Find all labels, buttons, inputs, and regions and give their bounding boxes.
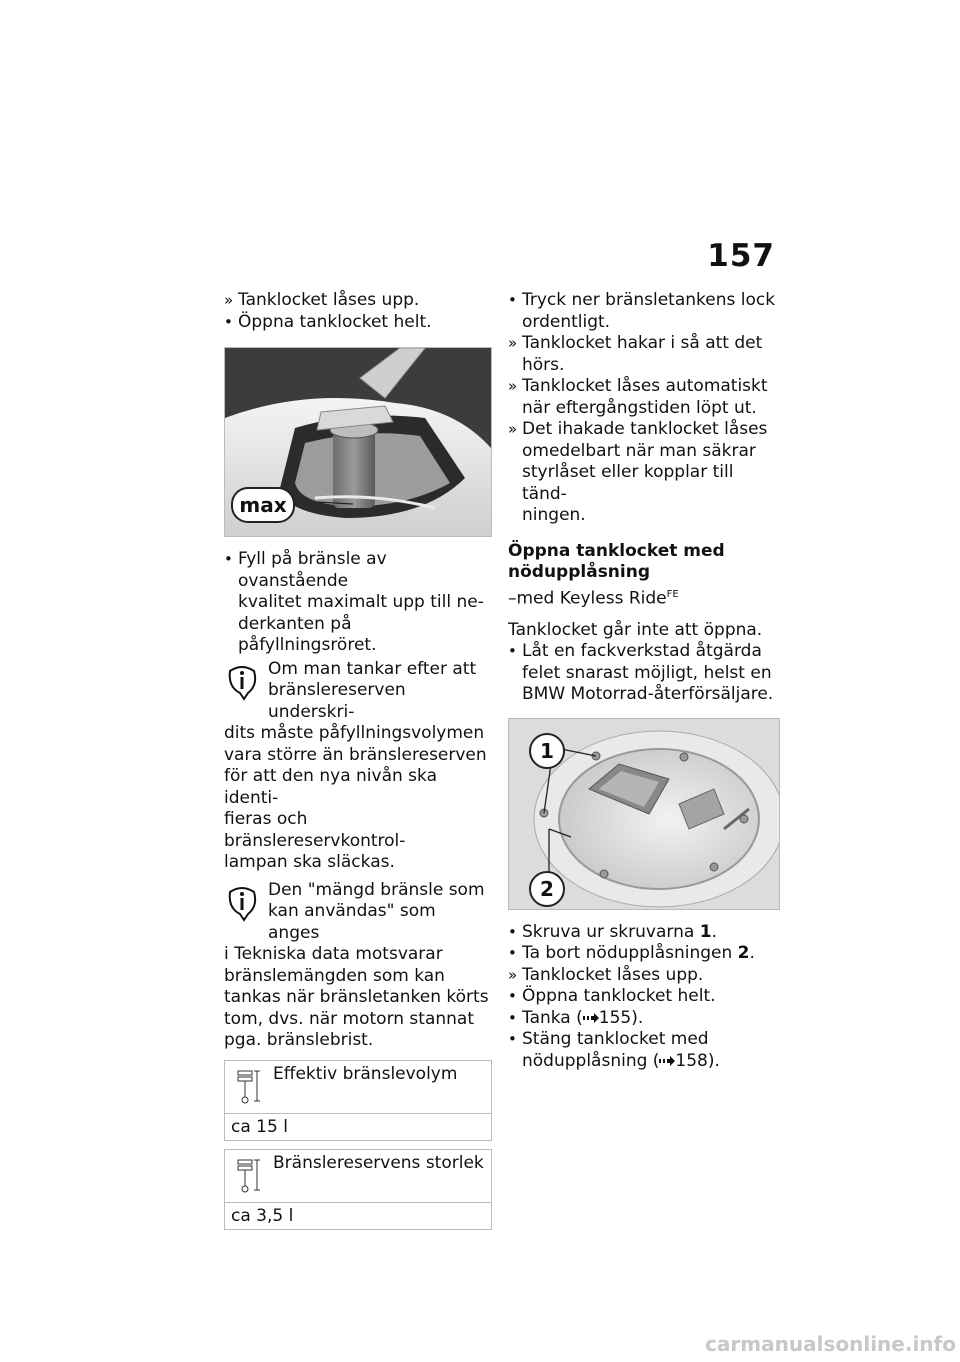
fuel-tank-icon <box>235 1156 263 1196</box>
info-note: Om man tankar efter att bränslereserven underskri- dits måste påfyllningsvolymen vara större än bränslereserven för att den nya nivån ska identi- fieras och bränslereservkontrol- lampan ska släckas. <box>224 658 487 872</box>
step-with-reference: • Tanka ( 155). <box>508 1007 644 1028</box>
max-label: max <box>231 487 295 523</box>
fuel-filler-photo <box>224 347 492 537</box>
info-icon <box>224 661 260 701</box>
left-column <box>224 290 492 1230</box>
right-column <box>508 290 783 1072</box>
callout-2: 2 <box>529 871 565 907</box>
info-note: Den "mängd bränsle som kan användas" som anges i Tekniska data motsvarar bränslemängden som kan tankas när bränsletanken körts tom, dvs. när motorn stannat pga. bränslebrist. <box>224 879 489 1050</box>
step-line: » Tanklocket låses upp. <box>224 290 420 310</box>
page-reference-link[interactable]: 155 <box>598 1007 632 1028</box>
data-table-fuel-volume: Effektiv bränslevolym ca 15 l <box>224 1060 492 1141</box>
fuel-cap-photo <box>508 718 780 910</box>
fill-step: • Fyll på bränsle av ovanstående kvalitet maximalt upp till ne- derkanten på påfyllningsröret. <box>224 549 484 655</box>
page-number: 157 <box>707 238 775 274</box>
intro-text: Tanklocket går inte att öppna. <box>508 619 763 640</box>
step-with-reference: nödupplåsning ( 158). <box>522 1050 720 1071</box>
page-reference-arrow-icon <box>583 1013 599 1023</box>
workshop-step: • Låt en fackverkstad åtgärda felet snarast möjligt, helst en BMW Motorrad-återförsäljare. <box>508 641 774 705</box>
watermark: carmanualsonline.info <box>705 1332 956 1356</box>
info-icon <box>224 882 260 922</box>
page-reference-arrow-icon <box>659 1056 675 1066</box>
callout-1: 1 <box>529 733 565 769</box>
step-group: • Skruva ur skruvarna 1. • Ta bort nödupplåsningen 2. » Tanklocket låses upp. • Öppna tanklocket helt. • Tanka ( 155). • Stäng tanklocket med nödupplåsning ( 158). <box>508 922 783 1073</box>
fuel-tank-icon <box>235 1067 263 1107</box>
step-group: • Tryck ner bränsletankens lock ordentligt. » Tanklocket hakar i så att det hörs. » Tanklocket låses automatiskt när eftergångstiden löpt ut. » Det ihakade tanklocket låses omedelbart när man säkrar styrlåset eller kopplar till tänd- ningen. <box>508 290 776 525</box>
section-heading: Öppna tanklocket med nödupplåsning <box>508 540 725 582</box>
section-subheading: –med Keyless Ride$^{FE}$ <box>508 588 679 609</box>
page-reference-link[interactable]: 158 <box>675 1050 708 1071</box>
data-table-reserve: Bränslereservens storlek ca 3,5 l <box>224 1149 492 1230</box>
step-line: • Öppna tanklocket helt. <box>224 311 432 332</box>
